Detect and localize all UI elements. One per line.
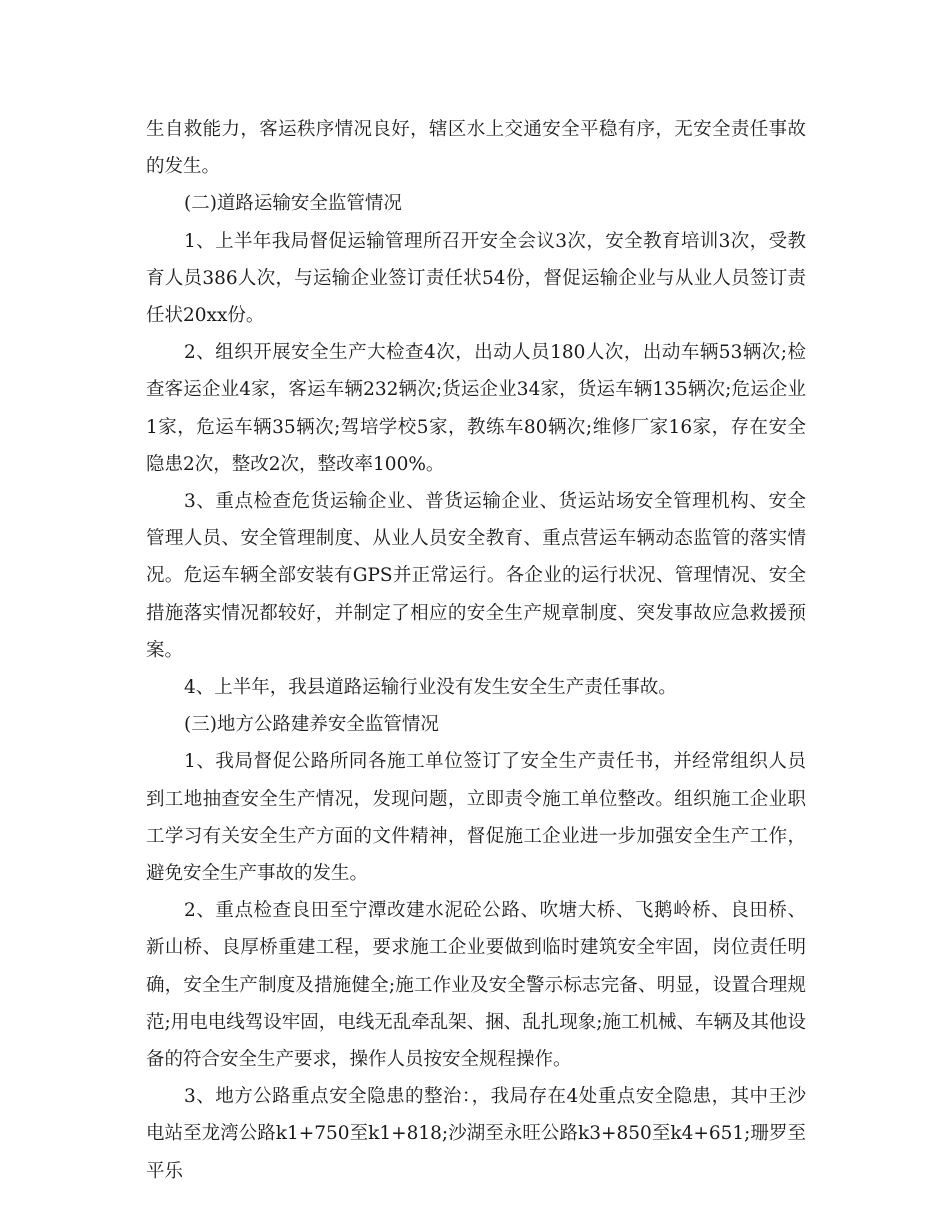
paragraph-8: 3、地方公路重点安全隐患的整治：，我局存在4处重点安全隐患，其中王沙电站至龙湾公路k1+750至k1+818;沙湖至永旺公路k3+850至k4+651;珊罗至平乐 xyxy=(146,1086,806,1182)
paragraph-3: 2、组织开展安全生产大检查4次，出动人员180人次，出动车辆53辆次;检查客运企业4家，客运车辆232辆次;货运企业34家，货运车辆135辆次;危运企业1家，危运车辆35辆次;驾培学校5家，教练车80辆次;维修厂家16家，存在安全隐患2次，整改2次，整改率100%。 xyxy=(146,342,806,475)
paragraph-7: 2、重点检查良田至宁潭改建水泥砼公路、吹塘大桥、飞鹅岭桥、良田桥、新山桥、良厚桥重建工程，要求施工企业要做到临时建筑安全牢固，岗位责任明确，安全生产制度及措施健全;施工作业及安全警示标志完备、明显，设置合理规范;用电电线驾设牢固，电线无乱牵乱架、捆、乱扎现象;施工机械、车辆及其他设备的符合安全生产要求，操作人员按安全规程操作。 xyxy=(146,900,806,1071)
paragraph-1: 生自救能力，客运秩序情况良好，辖区水上交通安全平稳有序，无安全责任事故的发生。 xyxy=(146,119,806,178)
paragraph-5: 4、上半年，我县道路运输行业没有发生安全生产责任事故。 xyxy=(184,677,677,699)
paragraph-2: 1、上半年我局督促运输管理所召开安全会议3次，安全教育培训3次，受教育人员386人次，与运输企业签订责任状54份，督促运输企业与从业人员签订责任状20xx份。 xyxy=(146,230,806,327)
paragraph-6: 1、我局督促公路所同各施工单位签订了安全生产责任书，并经常组织人员到工地抽查安全生产情况，发现问题，立即责令施工单位整改。组织施工企业职工学习有关安全生产方面的文件精神，督促施工企业进一步加强安全生产工作，避免安全生产事故的发生。 xyxy=(146,751,806,885)
document-body xyxy=(146,111,806,1190)
paragraph-4: 3、重点检查危货运输企业、普货运输企业、货运站场安全管理机构、安全管理人员、安全管理制度、从业人员安全教育、重点营运车辆动态监管的落实情况。危运车辆全部安装有GPS并正常运行。各企业的运行状况、管理情况、安全措施落实情况都较好，并制定了相应的安全生产规章制度、突发事故应急救援预案。 xyxy=(146,491,806,661)
section-heading-local-roads: (三)地方公路建养安全监管情况 xyxy=(184,714,439,736)
section-heading-road-transport: (二)道路运输安全监管情况 xyxy=(184,193,402,215)
